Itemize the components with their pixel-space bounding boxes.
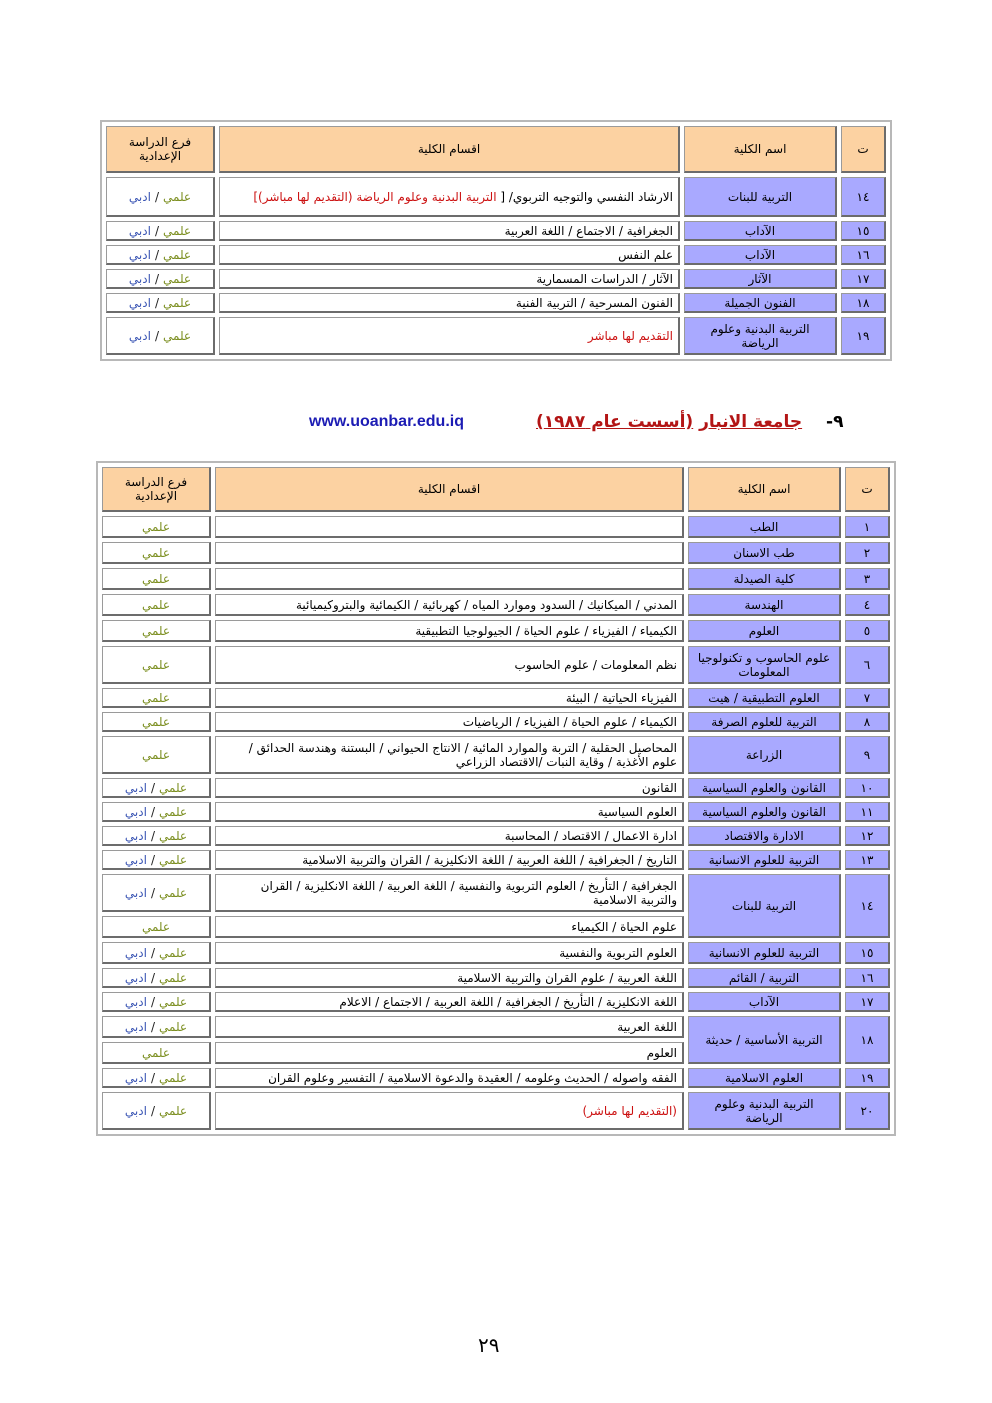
branch-literary: ادبي [124, 994, 147, 1009]
college-name: التربية / القائم [688, 968, 841, 988]
branch-literary: ادبي [128, 223, 151, 238]
table-row [102, 850, 890, 870]
page-number: ٢٩ [478, 1333, 500, 1357]
branch-separator: / [150, 970, 155, 985]
row-number: ١٤ [841, 177, 886, 217]
branch-cell [106, 317, 215, 355]
college-name: التربية للعلوم الانسانية [688, 850, 841, 870]
dept-text: الارشاد النفسي والتوجيه التربوي/ [ [496, 189, 673, 204]
college-name: طب الاسنان [688, 542, 841, 564]
row-number: ١٦ [841, 245, 886, 265]
branch-literary: ادبي [124, 804, 147, 819]
branch-scientific: علمي [159, 885, 188, 900]
branch-separator: / [154, 271, 159, 286]
row-number: ١٥ [841, 221, 886, 241]
table-row [106, 293, 886, 313]
college-name: القانون والعلوم السياسية [688, 778, 841, 798]
dept-bracket: ] [253, 189, 259, 204]
table-row [102, 736, 890, 774]
branch-cell [102, 516, 211, 538]
departments-cell: القانون [215, 778, 684, 798]
branch-cell [102, 712, 211, 732]
branch-cell [102, 620, 211, 642]
college-name: العلوم [688, 620, 841, 642]
branch-cell [102, 1092, 211, 1130]
branch-cell [106, 177, 215, 217]
section-founded: (أسست عام ١٩٨٧) [536, 412, 694, 432]
branch-separator: / [150, 994, 155, 1009]
row-number: ١٢ [845, 826, 890, 846]
branch-separator: / [150, 1070, 155, 1085]
table-row [102, 1016, 890, 1038]
branch-scientific: علمي [163, 328, 192, 343]
branch-cell [106, 269, 215, 289]
table-row [102, 620, 890, 642]
departments-cell: ادارة الاعمال / الاقتصاد / المحاسبة [215, 826, 684, 846]
branch-scientific: علمي [159, 1103, 188, 1118]
branch-separator: / [150, 804, 155, 819]
branch-scientific: علمي [159, 945, 188, 960]
anbar-colleges-table [96, 461, 896, 1136]
departments-cell: المدني / الميكانيك / السدود وموارد المياه / كهربائية / الكيمائية والبتروكيميائية [215, 594, 684, 616]
branch-separator: / [150, 945, 155, 960]
row-number: ٣ [845, 568, 890, 590]
branch-cell [102, 874, 211, 912]
departments-cell: العلوم التربوية والنفسية [215, 942, 684, 964]
branch-scientific: علمي [159, 780, 188, 795]
departments-cell [215, 1092, 684, 1130]
branch-literary: ادبي [124, 1070, 147, 1085]
section-university-name: جامعة الانبار [699, 412, 803, 432]
branch-literary: ادبي [128, 295, 151, 310]
table-header-row [102, 467, 890, 512]
row-number: ١٥ [845, 942, 890, 964]
branch-scientific: علمي [141, 657, 171, 672]
branch-cell [102, 736, 211, 774]
branch-scientific: علمي [159, 852, 188, 867]
table-row [102, 688, 890, 708]
branch-scientific: علمي [163, 295, 192, 310]
college-name: الآداب [684, 245, 837, 265]
departments-cell: الكيمياء / علوم الحياة / الفيزياء / الرياضيات [215, 712, 684, 732]
branch-separator: / [154, 189, 159, 204]
branch-separator: / [154, 295, 159, 310]
row-number: ٥ [845, 620, 890, 642]
college-name: الآثار [684, 269, 837, 289]
table-row [106, 269, 886, 289]
departments-cell: التاريخ / الجغرافية / اللغة العربية / اللغة الانكليزية / القران والتربية الاسلامية [215, 850, 684, 870]
branch-separator: / [154, 247, 159, 262]
table-row [102, 826, 890, 846]
branch-scientific: علمي [141, 571, 171, 586]
branch-cell [102, 1068, 211, 1088]
branch-separator: / [150, 852, 155, 867]
departments-cell [215, 516, 684, 538]
row-number: ١٨ [845, 1016, 890, 1064]
college-name: الطب [688, 516, 841, 538]
departments-cell: الكيمياء / الفيزياء / علوم الحياة / الجيولوجيا التطبيقية [215, 620, 684, 642]
branch-cell [102, 594, 211, 616]
branch-literary: ادبي [124, 852, 147, 867]
college-name: الآداب [688, 992, 841, 1012]
departments-cell: المحاصيل الحقلية / التربة والموارد المائية / الانتاج الحيواني / البستنة وهندسة الحدائق / علوم الأغذية / وقاية النبات /الاقتصاد الزراعي [215, 736, 684, 774]
branch-cell [102, 646, 211, 684]
departments-cell [219, 317, 680, 355]
dept-note-red: (التقديم لها مباشر) [582, 1103, 677, 1118]
departments-cell: الفيزياء الحياتية / البيئة [215, 688, 684, 708]
branch-literary: ادبي [128, 247, 151, 262]
college-name: التربية للعلوم الصرفة [688, 712, 841, 732]
branch-scientific: علمي [163, 247, 192, 262]
branch-cell [102, 826, 211, 846]
row-number: ٧ [845, 688, 890, 708]
table-row [102, 942, 890, 964]
branch-cell [102, 850, 211, 870]
branch-cell [106, 293, 215, 313]
row-number: ١٩ [845, 1068, 890, 1088]
header-branch: فرع الدراسة الإعدادية [102, 467, 211, 512]
table-row [106, 221, 886, 241]
row-number: ١٧ [841, 269, 886, 289]
table-row [102, 802, 890, 822]
branch-cell [102, 802, 211, 822]
branch-literary: ادبي [124, 1103, 147, 1118]
branch-separator: / [150, 780, 155, 795]
branch-scientific: علمي [141, 690, 171, 705]
branch-separator: / [150, 885, 155, 900]
row-number: ٩ [845, 736, 890, 774]
row-number: ١٧ [845, 992, 890, 1012]
branch-literary: ادبي [128, 271, 151, 286]
departments-cell: اللغة الانكليزية / التأريخ / الجغرافية / اللغة العربية / الاجتماع / الاعلام [215, 992, 684, 1012]
table-row [102, 1068, 890, 1088]
header-num: ت [845, 467, 890, 512]
college-name: الادارة والاقتصاد [688, 826, 841, 846]
table-row [102, 968, 890, 988]
row-number: ١٦ [845, 968, 890, 988]
branch-scientific: علمي [159, 970, 188, 985]
branch-literary: ادبي [128, 328, 151, 343]
college-name: التربية البدنية وعلوم الرياضة [684, 317, 837, 355]
row-number: ٢ [845, 542, 890, 564]
branch-cell [102, 916, 211, 938]
header-num: ت [841, 126, 886, 173]
departments-cell: الآثار / الدراسات المسمارية [219, 269, 680, 289]
header-college: اسم الكلية [688, 467, 841, 512]
branch-scientific: علمي [141, 747, 171, 762]
branch-scientific: علمي [159, 828, 188, 843]
branch-cell [102, 942, 211, 964]
branch-literary: ادبي [124, 970, 147, 985]
college-name: العلوم التطبيقية / هيت [688, 688, 841, 708]
college-name: الزراعة [688, 736, 841, 774]
departments-cell: اللغة العربية / علوم القران والتربية الاسلامية [215, 968, 684, 988]
branch-cell [102, 688, 211, 708]
college-name: التربية للبنات [688, 874, 841, 938]
branch-scientific: علمي [141, 1045, 171, 1060]
row-number: ٢٠ [845, 1092, 890, 1130]
table-row [106, 245, 886, 265]
branch-literary: ادبي [124, 828, 147, 843]
branch-literary: ادبي [124, 945, 147, 960]
branch-scientific: علمي [159, 1019, 188, 1034]
header-branch: فرع الدراسة الإعدادية [106, 126, 215, 173]
departments-cell: علوم الحياة / الكيمياء [215, 916, 684, 938]
header-departments: اقسام الكلية [219, 126, 680, 173]
branch-separator: / [154, 328, 159, 343]
row-number: ١ [845, 516, 890, 538]
college-name: كلية الصيدلة [688, 568, 841, 590]
college-name: التربية للعلوم الانسانية [688, 942, 841, 964]
branch-cell [102, 1042, 211, 1064]
branch-cell [102, 968, 211, 988]
college-name: التربية البدنية وعلوم الرياضة [688, 1092, 841, 1130]
departments-cell: الجغرافية / التأريخ / العلوم التربوية والنفسية / اللغة العربية / اللغة الانكليزية / القران والتربية الاسلامية [215, 874, 684, 912]
college-name: الفنون الجميلة [684, 293, 837, 313]
branch-scientific: علمي [159, 804, 188, 819]
table-row [106, 177, 886, 217]
college-name: القانون والعلوم السياسية [688, 802, 841, 822]
branch-literary: ادبي [124, 885, 147, 900]
branch-scientific: علمي [163, 271, 192, 286]
college-name: التربية الأساسية / حديثة [688, 1016, 841, 1064]
departments-cell: نظم المعلومات / علوم الحاسوب [215, 646, 684, 684]
dept-note-red: التربية البدنية وعلوم الرياضة (التقديم لها مباشر) [258, 189, 497, 204]
branch-scientific: علمي [163, 189, 192, 204]
row-number: ١٣ [845, 850, 890, 870]
branch-cell [106, 245, 215, 265]
branch-separator: / [150, 1019, 155, 1034]
departments-cell [219, 177, 680, 217]
branch-scientific: علمي [159, 1070, 188, 1085]
departments-cell [215, 568, 684, 590]
branch-separator: / [150, 828, 155, 843]
table-row [102, 516, 890, 538]
table-row [102, 594, 890, 616]
row-number: ١٩ [841, 317, 886, 355]
table-row [106, 317, 886, 355]
departments-cell: العلوم السياسية [215, 802, 684, 822]
branch-cell [102, 992, 211, 1012]
branch-cell [102, 542, 211, 564]
header-departments: اقسام الكلية [215, 467, 684, 512]
row-number: ٤ [845, 594, 890, 616]
table-row [102, 1092, 890, 1130]
branch-scientific: علمي [141, 545, 171, 560]
row-number: ١١ [845, 802, 890, 822]
table-row [102, 568, 890, 590]
branch-scientific: علمي [141, 919, 171, 934]
branch-scientific: علمي [141, 714, 171, 729]
row-number: ١٠ [845, 778, 890, 798]
row-number: ٨ [845, 712, 890, 732]
departments-cell: العلوم [215, 1042, 684, 1064]
college-name: التربية للبنات [684, 177, 837, 217]
table-row [102, 874, 890, 912]
branch-cell [102, 1016, 211, 1038]
departments-cell: الجغرافية / الاجتماع / اللغة العربية [219, 221, 680, 241]
college-name: الآداب [684, 221, 837, 241]
branch-cell [102, 778, 211, 798]
departments-cell: اللغة العربية [215, 1016, 684, 1038]
departments-cell: علم النفس [219, 245, 680, 265]
branch-literary: ادبي [128, 189, 151, 204]
branch-scientific: علمي [141, 623, 171, 638]
row-number: ١٤ [845, 874, 890, 938]
university-website-link[interactable]: www.uoanbar.edu.iq [309, 413, 464, 430]
branch-literary: ادبي [124, 1019, 147, 1034]
row-number: ٦ [845, 646, 890, 684]
row-number: ١٨ [841, 293, 886, 313]
branch-separator: / [154, 223, 159, 238]
branch-cell [102, 568, 211, 590]
table-row [102, 712, 890, 732]
table-row [102, 542, 890, 564]
departments-cell: الفقه واصوله / الحديث وعلومه / العقيدة والدعوة الاسلامية / التفسير وعلوم القران [215, 1068, 684, 1088]
college-name: الهندسة [688, 594, 841, 616]
branch-literary: ادبي [124, 780, 147, 795]
departments-cell: الفنون المسرحية / التربية الفنية [219, 293, 680, 313]
university-section-title [536, 412, 843, 432]
branch-scientific: علمي [159, 994, 188, 1009]
branch-scientific: علمي [163, 223, 192, 238]
section-number: ٩- [826, 412, 844, 432]
college-name: علوم الحاسوب و تكنولوجيا المعلومات [688, 646, 841, 684]
branch-separator: / [150, 1103, 155, 1118]
college-name: العلوم الاسلامية [688, 1068, 841, 1088]
table-header-row [106, 126, 886, 173]
dept-note-red: التقديم لها مباشر [587, 328, 673, 343]
header-college: اسم الكلية [684, 126, 837, 173]
table-row [102, 778, 890, 798]
branch-cell [106, 221, 215, 241]
branch-scientific: علمي [141, 597, 171, 612]
colleges-table-continued [100, 120, 892, 361]
table-row [102, 646, 890, 684]
departments-cell [215, 542, 684, 564]
table-row [102, 992, 890, 1012]
branch-scientific: علمي [141, 519, 171, 534]
